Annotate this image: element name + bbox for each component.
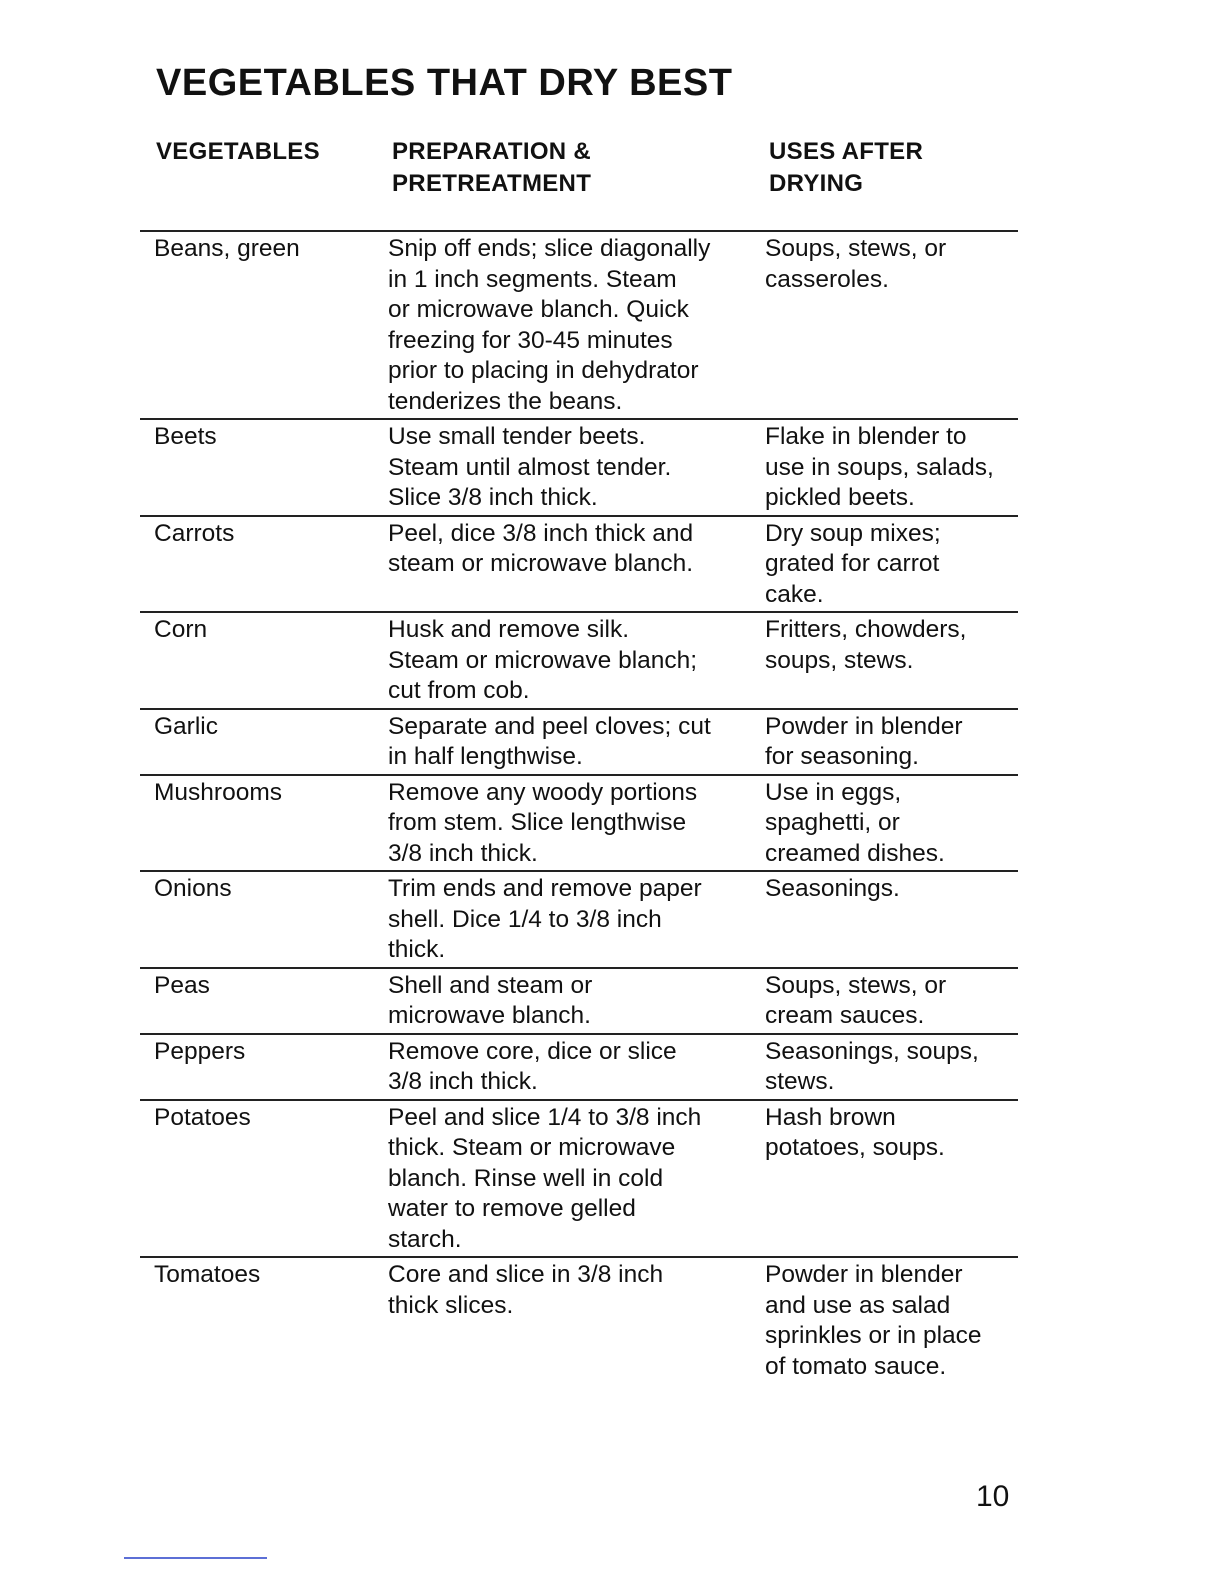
vegetable-name: Peas [154, 971, 210, 999]
uses-line: Powder in blender [765, 1261, 963, 1288]
preparation-cell [376, 422, 753, 514]
vegetable-name: Corn [154, 616, 208, 643]
preparation-line: Snip off ends; slice diagonally [388, 235, 711, 262]
uses-cell [753, 519, 1018, 611]
vegetable-name: Carrots [154, 519, 235, 547]
uses-line: Flake in blender to [765, 423, 967, 450]
preparation-cell [376, 615, 753, 707]
preparation-line: or microwave blanch. Quick [388, 296, 689, 323]
uses-line: for seasoning. [765, 743, 919, 770]
uses-line: Fritters, chowders, [765, 616, 967, 643]
table-row [140, 870, 1018, 967]
uses-cell [753, 234, 1018, 417]
uses-line: grated for carrot [765, 550, 940, 577]
uses-line: stews. [765, 1068, 835, 1095]
preparation-line: starch. [388, 1225, 462, 1253]
uses-cell [753, 971, 1018, 1032]
preparation-line: shell. Dice 1/4 to 3/8 inch [388, 905, 662, 933]
uses-line: Soups, stews, or [765, 971, 947, 999]
vegetable-name: Garlic [154, 712, 218, 740]
uses-cell [753, 874, 1018, 966]
uses-line: casseroles. [765, 265, 889, 293]
uses-cell [753, 712, 1018, 773]
uses-line: Seasonings. [765, 875, 900, 902]
uses-line: Soups, stews, or [765, 235, 947, 262]
preparation-cell [376, 1103, 753, 1256]
vegetable-name: Mushrooms [154, 778, 282, 806]
table-row [140, 1256, 1018, 1383]
table-header [156, 136, 1016, 206]
uses-line: cake. [765, 580, 824, 608]
preparation-line: Peel, dice 3/8 inch thick and [388, 519, 694, 547]
vegetable-name: Peppers [154, 1037, 246, 1065]
preparation-line: Peel and slice 1/4 to 3/8 inch [388, 1103, 702, 1131]
uses-line: and use as salad [765, 1291, 951, 1319]
vegetable-name: Potatoes [154, 1103, 251, 1131]
uses-line: soups, stews. [765, 646, 914, 674]
uses-cell [753, 1260, 1018, 1382]
uses-cell [753, 615, 1018, 707]
vegetables-table [140, 230, 1018, 1383]
preparation-line: in 1 inch segments. Steam [388, 265, 677, 293]
preparation-line: steam or microwave blanch. [388, 550, 694, 577]
table-row [140, 708, 1018, 774]
uses-line: use in soups, salads, [765, 453, 994, 481]
preparation-line: tenderizes the beans. [388, 387, 623, 415]
preparation-line: cut from cob. [388, 677, 530, 704]
preparation-line: Steam until almost tender. [388, 453, 672, 481]
uses-line: Use in eggs, [765, 778, 902, 806]
header-preparation: PREPARATION & PRETREATMENT [392, 138, 592, 197]
header-uses: USES AFTER DRYING [769, 138, 924, 197]
preparation-cell [376, 1260, 753, 1382]
preparation-line: Remove core, dice or slice [388, 1037, 677, 1065]
table-row [140, 774, 1018, 871]
preparation-line: 3/8 inch thick. [388, 839, 538, 867]
preparation-line: from stem. Slice lengthwise [388, 809, 687, 836]
uses-cell [753, 422, 1018, 514]
table-row [140, 418, 1018, 515]
uses-line: Hash brown [765, 1103, 896, 1131]
uses-line: of tomato sauce. [765, 1352, 947, 1380]
preparation-line: prior to placing in dehydrator [388, 357, 699, 384]
preparation-line: thick. Steam or microwave [388, 1134, 676, 1161]
vegetable-name: Beets [154, 423, 217, 450]
vegetable-name: Tomatoes [154, 1261, 261, 1288]
uses-line: sprinkles or in place [765, 1322, 982, 1349]
preparation-line: Trim ends and remove paper [388, 875, 702, 902]
preparation-line: in half lengthwise. [388, 743, 583, 770]
table-row [140, 611, 1018, 708]
uses-line: cream sauces. [765, 1002, 925, 1029]
uses-cell [753, 1037, 1018, 1098]
table-row [140, 1099, 1018, 1257]
table-row [140, 967, 1018, 1033]
preparation-line: water to remove gelled [388, 1195, 636, 1222]
preparation-cell [376, 971, 753, 1032]
preparation-cell [376, 778, 753, 870]
table-row [140, 230, 1018, 418]
preparation-cell [376, 519, 753, 611]
footer-rule [124, 1557, 267, 1559]
preparation-cell [376, 712, 753, 773]
uses-cell [753, 778, 1018, 870]
page-title: VEGETABLES THAT DRY BEST [156, 62, 733, 104]
preparation-line: blanch. Rinse well in cold [388, 1164, 664, 1192]
preparation-line: microwave blanch. [388, 1002, 591, 1029]
preparation-line: thick. [388, 936, 446, 963]
preparation-cell [376, 1037, 753, 1098]
preparation-line: thick slices. [388, 1291, 514, 1319]
preparation-line: Separate and peel cloves; cut [388, 712, 711, 740]
uses-cell [753, 1103, 1018, 1256]
preparation-line: Use small tender beets. [388, 423, 646, 450]
uses-line: pickled beets. [765, 484, 915, 511]
vegetable-name: Onions [154, 875, 232, 902]
preparation-line: Remove any woody portions [388, 778, 698, 806]
preparation-line: Steam or microwave blanch; [388, 646, 698, 674]
uses-line: Seasonings, soups, [765, 1037, 979, 1065]
preparation-line: Shell and steam or [388, 971, 593, 999]
preparation-line: Core and slice in 3/8 inch [388, 1261, 664, 1288]
uses-line: potatoes, soups. [765, 1134, 945, 1161]
preparation-line: Slice 3/8 inch thick. [388, 484, 598, 511]
preparation-line: Husk and remove silk. [388, 616, 630, 643]
preparation-cell [376, 234, 753, 417]
preparation-cell [376, 874, 753, 966]
uses-line: Dry soup mixes; [765, 519, 941, 547]
vegetable-name: Beans, green [154, 235, 300, 262]
uses-line: spaghetti, or [765, 809, 900, 836]
preparation-line: freezing for 30-45 minutes [388, 326, 673, 354]
table-row [140, 515, 1018, 612]
header-vegetables: VEGETABLES [156, 138, 320, 165]
table-row [140, 1033, 1018, 1099]
preparation-line: 3/8 inch thick. [388, 1068, 538, 1095]
page-number: 10 [976, 1480, 1010, 1513]
uses-line: Powder in blender [765, 712, 963, 740]
uses-line: creamed dishes. [765, 839, 945, 867]
